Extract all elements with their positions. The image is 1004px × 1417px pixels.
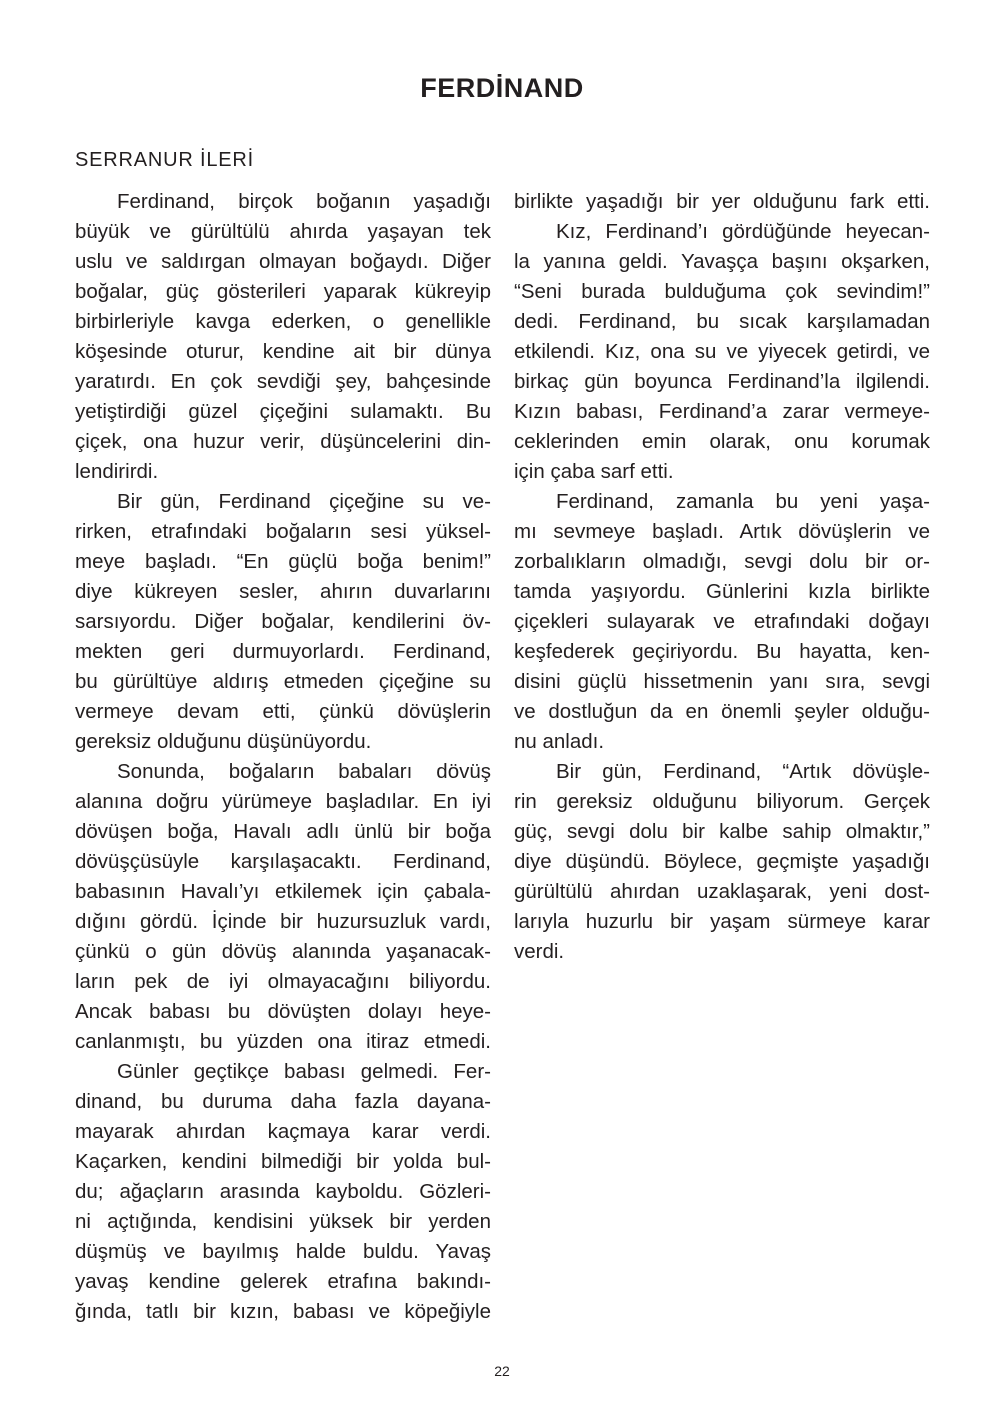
text-line: gereksiz olduğunu düşünüyordu.: [75, 730, 372, 753]
text-line: canlanmıştı, bu yüzden ona itiraz etmedi.: [75, 1030, 491, 1053]
text-line: keşfederek geçiriyordu. Bu hayatta, ken-: [514, 640, 930, 663]
text-line: meye başladı. “En güçlü boğa benim!”: [75, 550, 491, 573]
text-line: ceklerinden emin olarak, onu korumak: [514, 430, 930, 453]
text-column-right: [514, 187, 930, 967]
text-line: nu anladı.: [514, 730, 605, 753]
text-line: ve dostluğun da en önemli şeyler olduğu-: [514, 700, 930, 723]
text-line: larıyla huzurlu bir yaşam sürmeye karar: [514, 910, 930, 933]
text-line: diye düşündü. Böylece, geçmişte yaşadığı: [514, 850, 930, 873]
text-line: la yanına geldi. Yavaşça başını okşarken,: [514, 250, 930, 273]
author-name: SERRANUR İLERİ: [75, 149, 255, 171]
text-line: birkaç gün boyunca Ferdinand’la ilgilendi.: [514, 370, 930, 393]
text-line: dinand, bu duruma daha fazla dayana-: [75, 1090, 491, 1113]
text-column-left: [75, 187, 491, 1327]
text-line: sarsıyordu. Diğer boğalar, kendilerini öv-: [75, 610, 491, 633]
text-line: yavaş kendine gelerek etrafına bakındı-: [75, 1270, 491, 1293]
text-line: düşmüş ve bayılmış halde buldu. Yavaş: [75, 1240, 491, 1263]
text-line: boğalar, güç gösterileri yaparak kükreyip: [75, 280, 491, 303]
text-line: ğında, tatlı bir kızın, babası ve köpeğiyle: [75, 1300, 491, 1323]
text-line: dövüşçüsüyle karşılaşacaktı. Ferdinand,: [75, 850, 491, 873]
page-title: FERDİNAND: [420, 73, 584, 103]
text-line: mayarak ahırdan kaçmaya karar verdi.: [75, 1120, 491, 1143]
text-line: köşesinde oturur, kendine ait bir dünya: [75, 340, 491, 363]
text-line: Kızın babası, Ferdinand’a zarar vermeye-: [514, 400, 930, 423]
text-line: yetiştirdiği güzel çiçeğini sulamaktı. Bu: [75, 400, 491, 423]
text-line: Bir gün, Ferdinand çiçeğine su ve-: [117, 490, 491, 513]
text-line: birbirleriyle kavga ederken, o genellikle: [75, 310, 491, 333]
text-line: Ferdinand, birçok boğanın yaşadığı: [117, 190, 491, 213]
text-line: “Seni burada bulduğuma çok sevindim!”: [514, 280, 930, 303]
page-number: 22: [494, 1363, 510, 1379]
text-line: vermeye devam etti, çünkü dövüşlerin: [75, 700, 491, 723]
text-line: tamda yaşıyordu. Günlerini kızla birlikte: [514, 580, 930, 603]
text-line: etkilendi. Kız, ona su ve yiyecek getirdi, ve: [514, 340, 930, 363]
text-line: mekten geri durmuyorlardı. Ferdinand,: [75, 640, 491, 663]
text-line: Ferdinand, zamanla bu yeni yaşa-: [556, 490, 930, 513]
text-line: Günler geçtikçe babası gelmedi. Fer-: [117, 1060, 491, 1083]
text-line: için çaba sarf etti.: [514, 460, 674, 483]
text-line: birlikte yaşadığı bir yer olduğunu fark etti.: [514, 190, 930, 213]
text-line: zorbalıkların olmadığı, sevgi dolu bir or-: [514, 550, 930, 573]
text-line: ların pek de iyi olmayacağını biliyordu.: [75, 970, 491, 993]
text-line: babasının Havalı’yı etkilemek için çabala-: [75, 880, 491, 903]
text-line: bu gürültüye aldırış etmeden çiçeğine su: [75, 670, 491, 693]
text-line: rin gereksiz olduğunu biliyorum. Gerçek: [514, 790, 930, 813]
text-line: çiçekleri sulayarak ve etrafındaki doğayı: [514, 610, 930, 633]
text-line: dedi. Ferdinand, bu sıcak karşılamadan: [514, 310, 930, 333]
text-line: rirken, etrafındaki boğaların sesi yüksel-: [75, 520, 491, 543]
text-line: lendirirdi.: [75, 460, 159, 483]
text-line: diye kükreyen sesler, ahırın duvarlarını: [75, 580, 491, 603]
text-line: ni açtığında, kendisini yüksek bir yerden: [75, 1210, 491, 1233]
text-line: alanına doğru yürümeye başladılar. En iyi: [75, 790, 491, 813]
text-line: dığını gördü. İçinde bir huzursuzluk vardı,: [75, 910, 491, 933]
text-line: büyük ve gürültülü ahırda yaşayan tek: [75, 220, 491, 243]
text-line: yaratırdı. En çok sevdiği şey, bahçesinde: [75, 370, 491, 393]
text-line: çiçek, ona huzur verir, düşüncelerini din-: [75, 430, 491, 453]
text-line: Sonunda, boğaların babaları dövüş: [117, 760, 491, 783]
text-line: uslu ve saldırgan olmayan boğaydı. Diğer: [75, 250, 491, 273]
text-line: Kız, Ferdinand’ı gördüğünde heyecan-: [556, 220, 930, 243]
text-line: du; ağaçların arasında kayboldu. Gözleri-: [75, 1180, 491, 1203]
text-line: gürültülü ahırdan uzaklaşarak, yeni dost-: [514, 880, 930, 903]
text-line: Bir gün, Ferdinand, “Artık dövüşle-: [556, 760, 930, 783]
text-line: güç, sevgi dolu bir kalbe sahip olmaktır,”: [514, 820, 930, 843]
text-line: çünkü o gün dövüş alanında yaşanacak-: [75, 940, 491, 963]
text-line: Kaçarken, kendini bilmediği bir yolda bul-: [75, 1150, 491, 1173]
text-line: verdi.: [514, 940, 565, 963]
text-line: disini güçlü hissetmenin yanı sıra, sevgi: [514, 670, 930, 693]
text-line: dövüşen boğa, Havalı adlı ünlü bir boğa: [75, 820, 491, 843]
text-line: Ancak babası bu dövüşten dolayı heye-: [75, 1000, 491, 1023]
text-line: mı sevmeye başladı. Artık dövüşlerin ve: [514, 520, 930, 543]
